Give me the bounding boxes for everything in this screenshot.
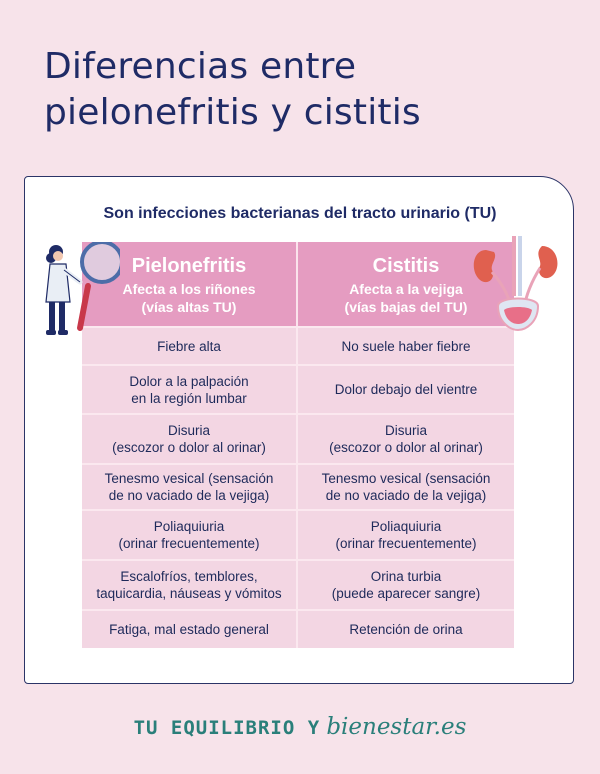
- cell-pielonefritis: Poliaquiuria (orinar frecuentemente): [82, 509, 298, 559]
- cell-pielonefritis: Disuria (escozor o dolor al orinar): [82, 413, 298, 463]
- kidneys-bladder-icon: [468, 236, 568, 336]
- cell-pielonefritis: Escalofríos, temblores, taquicardia, náuseas y vómitos: [82, 559, 298, 609]
- cell-cistitis: Retención de orina: [298, 609, 514, 648]
- comparison-table: [82, 242, 514, 648]
- cell-cistitis: No suele haber fiebre: [298, 326, 514, 364]
- table-header-row: [82, 242, 514, 326]
- cell-pielonefritis: Fatiga, mal estado general: [82, 609, 298, 648]
- title-line-2: pielonefritis y cistitis: [44, 92, 421, 133]
- title-line-1: Diferencias entre: [44, 46, 357, 87]
- table-row: [82, 413, 514, 463]
- cell-cistitis: Orina turbia (puede aparecer sangre): [298, 559, 514, 609]
- doctor-with-magnifier-icon: [36, 242, 120, 342]
- column-title: Pielonefritis: [131, 255, 247, 277]
- table-row: [82, 463, 514, 509]
- cell-cistitis: Tenesmo vesical (sensación de no vaciado de la vejiga): [298, 463, 514, 509]
- cell-pielonefritis: Fiebre alta: [82, 326, 298, 364]
- cell-cistitis: Dolor debajo del vientre: [298, 364, 514, 413]
- column-subtitle: Afecta a la vejiga: [349, 281, 463, 297]
- footer-logo-part2: bienestar.es: [326, 714, 467, 740]
- cell-cistitis: Disuria (escozor o dolor al orinar): [298, 413, 514, 463]
- table-row: [82, 559, 514, 609]
- footer-logo: [0, 714, 600, 740]
- cell-cistitis: Poliaquiuria (orinar frecuentemente): [298, 509, 514, 559]
- cell-pielonefritis: Dolor a la palpación en la región lumbar: [82, 364, 298, 413]
- cell-pielonefritis: Tenesmo vesical (sensación de no vaciado de la vejiga): [82, 463, 298, 509]
- column-subtitle: (vías altas TU): [141, 299, 237, 315]
- table-row: [82, 609, 514, 648]
- card-subtitle: Son infecciones bacterianas del tracto urinario (TU): [103, 205, 497, 222]
- table-row: [82, 364, 514, 413]
- column-subtitle: (vías bajas del TU): [344, 299, 468, 315]
- table-row: [82, 509, 514, 559]
- column-title: Cistitis: [372, 255, 440, 277]
- footer-logo-part1: TU EQUILIBRIO Y: [133, 717, 321, 739]
- page-title: [44, 44, 564, 136]
- column-subtitle: Afecta a los riñones: [122, 281, 256, 297]
- table-row: [82, 326, 514, 364]
